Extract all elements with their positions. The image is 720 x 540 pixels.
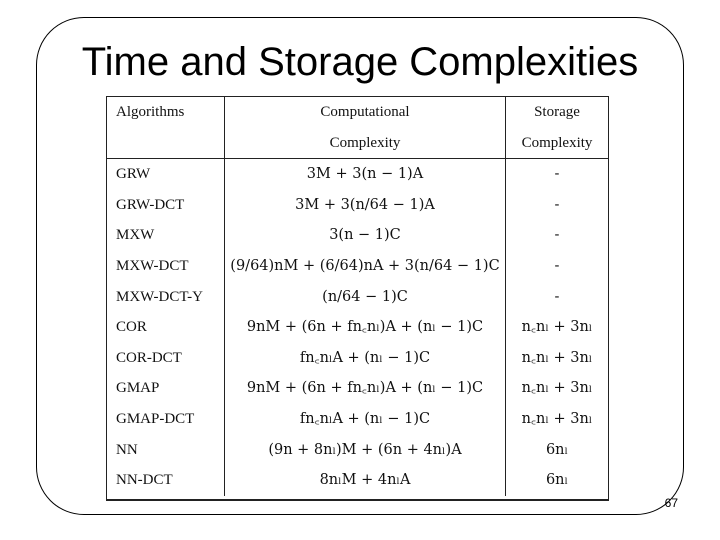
table-row <box>107 159 608 190</box>
computational-cell: 9nM + (6n + fn꜀nₗ)A + (nₗ − 1)C <box>225 373 506 404</box>
header-computational-line1: Computational <box>225 97 506 128</box>
storage-cell: - <box>506 159 609 190</box>
storage-cell: - <box>506 190 609 221</box>
table-row <box>107 343 608 374</box>
storage-cell: - <box>506 251 609 282</box>
table-bottom-rule <box>106 500 609 501</box>
algorithm-cell: COR-DCT <box>116 349 182 366</box>
algorithm-cell: GRW-DCT <box>116 196 185 213</box>
storage-cell: n꜀nₗ + 3nₗ <box>506 404 609 435</box>
table-row <box>107 251 608 282</box>
table-row <box>107 404 608 435</box>
header-algorithms: Algorithms <box>116 104 185 120</box>
computational-cell: 3M + 3(n/64 − 1)A <box>225 190 506 221</box>
computational-cell: fn꜀nₗA + (nₗ − 1)C <box>225 404 506 435</box>
computational-cell: 3(n − 1)C <box>225 220 506 251</box>
header-storage-line2: Complexity <box>506 128 609 159</box>
computational-cell: 8nₗM + 4nₗA <box>225 465 506 496</box>
storage-cell: - <box>506 220 609 251</box>
complexity-table-container <box>106 96 609 500</box>
table-row <box>107 465 608 496</box>
computational-cell: (n/64 − 1)C <box>225 282 506 313</box>
algorithm-cell: GMAP-DCT <box>116 410 195 427</box>
table-row <box>107 312 608 343</box>
storage-cell: n꜀nₗ + 3nₗ <box>506 312 609 343</box>
storage-cell: n꜀nₗ + 3nₗ <box>506 373 609 404</box>
table-header-row-1 <box>107 97 608 128</box>
algorithm-cell: GRW <box>107 159 225 190</box>
table-row <box>107 282 608 313</box>
storage-cell: n꜀nₗ + 3nₗ <box>506 343 609 374</box>
table-row <box>107 220 608 251</box>
algorithm-cell: NN <box>116 441 138 458</box>
algorithm-cell: MXW-DCT-Y <box>116 288 203 305</box>
algorithm-cell: GMAP <box>116 380 160 397</box>
storage-cell: - <box>506 282 609 313</box>
table-row <box>107 190 608 221</box>
complexity-table <box>107 97 608 496</box>
computational-cell: 3M + 3(n − 1)A <box>225 159 506 190</box>
algorithm-cell: MXW-DCT <box>116 257 189 274</box>
computational-cell: 9nM + (6n + fn꜀nₗ)A + (nₗ − 1)C <box>225 312 506 343</box>
storage-cell: 6nₗ <box>506 465 609 496</box>
table-row <box>107 435 608 466</box>
page-number: 67 <box>664 496 678 510</box>
header-storage-line1: Storage <box>506 97 609 128</box>
computational-cell: (9n + 8nₗ)M + (6n + 4nₗ)A <box>225 435 506 466</box>
algorithm-cell: COR <box>116 319 147 336</box>
slide-title: Time and Storage Complexities <box>81 40 639 84</box>
storage-cell: 6nₗ <box>506 435 609 466</box>
header-computational-line2: Complexity <box>225 128 506 159</box>
computational-cell: fn꜀nₗA + (nₗ − 1)C <box>225 343 506 374</box>
table-row <box>107 373 608 404</box>
algorithm-cell: NN-DCT <box>116 472 173 489</box>
header-empty-cell <box>107 128 225 159</box>
algorithm-cell: MXW <box>116 227 155 244</box>
table-header-row-2 <box>107 128 608 159</box>
computational-cell: (9/64)nM + (6/64)nA + 3(n/64 − 1)C <box>225 251 506 282</box>
